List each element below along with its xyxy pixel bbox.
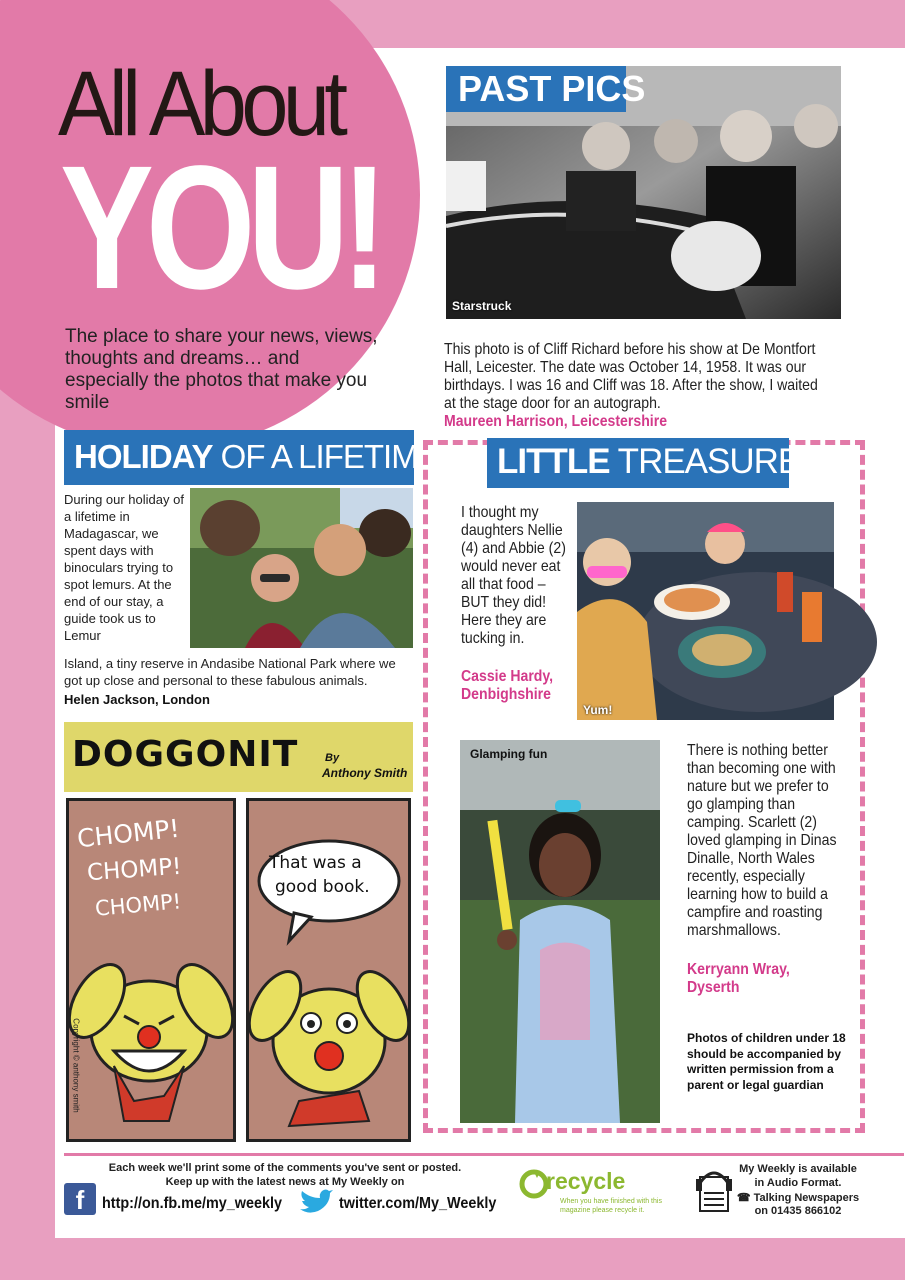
story2-photo: [460, 740, 660, 1123]
story1-photo-caption: Yum!: [583, 703, 613, 717]
comic-copyright: Copyright © anthony smith: [71, 1018, 81, 1113]
holiday-lemur-photo: [190, 488, 413, 648]
page-tagline: The place to share your news, views, thoughts and dreams… and especially the photos that make you smile: [65, 326, 378, 413]
story2-photo-caption: Glamping fun: [470, 747, 548, 761]
footer-divider: [64, 1153, 904, 1156]
comic-byline-by: By: [325, 752, 340, 764]
twitter-bird-icon[interactable]: [298, 1189, 334, 1217]
story1-credit-line2: Denbighshire: [461, 686, 551, 703]
comic-byline-name: Anthony Smith: [322, 766, 408, 780]
holiday-heading-bold: HOLIDAY: [74, 438, 213, 475]
children-photos-notice: Photos of children under 18 should be accompanied by written permission from a parent or legal guardian: [687, 1031, 846, 1092]
story2-text: There is nothing better than becoming one with nature but we prefer to go glamping than camping. Scarlett (2) loved glamping in Dinas Dinalle, North Wales recently, especially learning how to build a campfire and roasting marshmallows.: [687, 742, 837, 939]
comic-panel-2-text-2: good book.: [275, 877, 370, 897]
little-treasures-heading-bold: LITTLE: [497, 442, 610, 481]
recycle-note: When you have finished with this magazine please recycle it.: [560, 1198, 662, 1214]
twitter-link[interactable]: twitter.com/My_Weekly: [339, 1195, 497, 1212]
story2-credit-line1: Kerryann Wray,: [687, 961, 790, 978]
comic-panel-2: [246, 798, 411, 1142]
audio-line1: My Weekly is available: [739, 1163, 857, 1175]
recycle-word: recycle: [546, 1168, 626, 1194]
footer-line2: Keep up with the latest news at My Weekly on: [165, 1176, 405, 1188]
comic-panel-1-text-3: CHOMP!: [94, 889, 183, 921]
audio-line2: in Audio Format.: [754, 1177, 842, 1189]
holiday-heading: [64, 430, 439, 485]
page-title-line1: All About: [58, 53, 343, 155]
comic-panel-1-text-1: CHOMP!: [75, 813, 181, 854]
comic-panel-1-text-2: CHOMP!: [86, 853, 183, 887]
comic-panel-1: [66, 798, 236, 1142]
story2-credit-line2: Dyserth: [687, 979, 740, 996]
comic-panel-2-text-1: That was a: [269, 853, 362, 873]
past-pics-credit: Maureen Harrison, Leicestershire: [444, 413, 668, 430]
audio-line4: on 01435 866102: [754, 1205, 842, 1217]
little-treasures-heading: [487, 438, 823, 488]
past-pics-photo-caption: Starstruck: [452, 299, 512, 313]
story1-credit-line1: Cassie Hardy,: [461, 668, 554, 685]
story1-text: I thought my daughters Nellie (4) and Abbie (2) would never eat all that food – BUT they did! Here they are tucking in.: [461, 504, 566, 647]
holiday-credit: Helen Jackson, London: [64, 692, 210, 707]
holiday-text-narrow: During our holiday of a lifetime in Madagascar, we spent days with binoculars trying to spot lemurs. At the end of our stay, a guide took us to Lemur: [64, 492, 184, 643]
bottom-stripe: [0, 1238, 905, 1280]
facebook-link[interactable]: http://on.fb.me/my_weekly: [102, 1195, 283, 1212]
holiday-text-wide: Island, a tiny reserve in Andasibe National Park where we got up close and personal to these fabulous animals.: [64, 656, 396, 688]
footer-line1: Each week we'll print some of the comments you've sent or posted.: [108, 1162, 462, 1174]
little-treasures-heading-rest: TREASURES: [609, 442, 823, 481]
comic-title: DOGGONIT: [72, 734, 299, 775]
audio-line3: ☎ Talking Newspapers: [736, 1192, 860, 1204]
holiday-heading-rest: OF A LIFETIME: [212, 438, 439, 475]
past-pics-heading: PAST PICS: [446, 66, 626, 112]
page-title-line2: YOU!: [60, 130, 380, 326]
story1-photo: [577, 502, 834, 720]
facebook-icon[interactable]: f: [64, 1183, 96, 1215]
talking-newspapers-logo: [694, 1163, 734, 1215]
past-pics-text: This photo is of Cliff Richard before his show at De Montfort Hall, Leicester. The date was October 14, 1958. It was our birthdays. I was 16 and Cliff was 18. After the show, I waited at the stage door for an autograph.: [444, 341, 818, 412]
